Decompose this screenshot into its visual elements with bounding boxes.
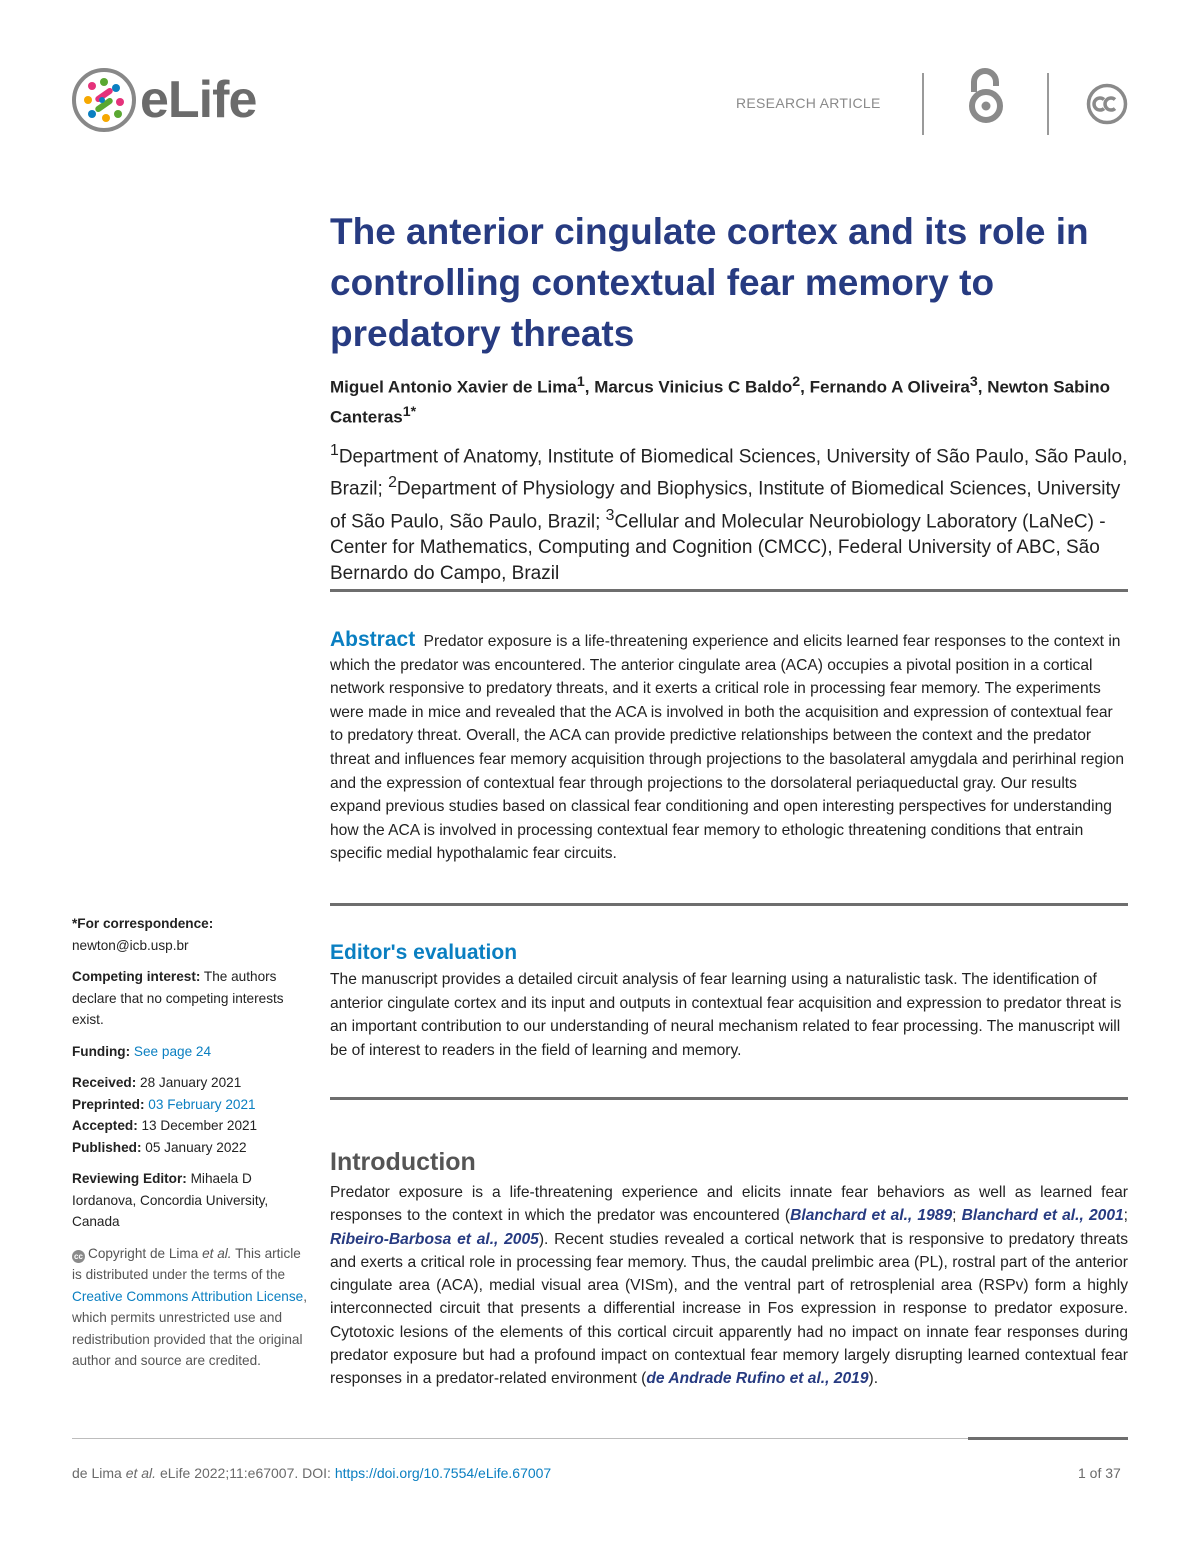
author-list: Miguel Antonio Xavier de Lima$^1$, Marcus Vinicius C Baldo$^2$, Fernando A Oliveira$^3$, Newton Sabino Canteras$^{1*}$ — [330, 374, 1110, 427]
section-divider — [330, 903, 1128, 906]
accepted-label: Accepted: — [72, 1118, 138, 1133]
published-label: Published: — [72, 1139, 142, 1155]
abstract-heading: Abstract — [330, 628, 416, 651]
affiliation-text: Cellular and Molecular Neurobiology Laboratory (LaNeC) - Center for Mathematics, Computing and Cognition (CMCC), Federal University of ABC, São Bernardo do Campo, Brazil — [330, 510, 1106, 584]
section-divider — [330, 1097, 1128, 1100]
reviewing-editor-label: Reviewing Editor: — [72, 1171, 187, 1186]
abstract — [330, 628, 1130, 866]
received-label: Received: — [72, 1075, 137, 1090]
intro-text-segment: ). Recent studies revealed a cortical network that is responsive to predatory threats and exerts a critical role in processing fear memory. Thus, the caudal prelimbic area (PL), rostral part of the anterior cingulate area (ACA), medial visual area (VISm), and the ventral part of retrosplenial area (RSPv) form a highly interconnected circuit that presents a differential increase in Fos expression in response to predator exposure. Cytotoxic lesions of the elements of this cortical circuit apparently had no impact on innate fear responses during predator exposure but had a profound impact on contextual fear memory largely disrupting learned contextual fear responses in a predator-related environment ( — [330, 1230, 1128, 1388]
editors-evaluation-heading: Editor's evaluation — [330, 941, 518, 964]
funding-info — [72, 1041, 312, 1063]
header-divider — [922, 73, 924, 135]
article-type-label: RESEARCH ARTICLE — [736, 95, 881, 111]
citation-link[interactable]: Blanchard et al., 1989 — [790, 1207, 953, 1225]
intro-text-segment: ). — [868, 1370, 879, 1388]
correspondence-email-link[interactable]: newton@icb.usp.br — [72, 937, 189, 953]
introduction-heading: Introduction — [330, 1148, 476, 1176]
footer-divider-accent — [968, 1437, 1128, 1440]
affiliation-text: Department of Anatomy, Institute of Biomedical Sciences, University of São Paulo, São Paulo, Brazil; — [330, 446, 1128, 500]
footer-journal: eLife 2022;11:e67007. DOI: — [156, 1465, 335, 1481]
citation-link[interactable]: de Andrade Rufino et al., 2019 — [646, 1370, 869, 1388]
competing-interest-info — [72, 966, 312, 1031]
reviewing-editor-text: Mihaela D Iordanova, Concordia University, Canada — [72, 1171, 269, 1229]
affiliation-number: 1 — [402, 403, 411, 420]
creative-commons-icon: cc — [72, 1250, 85, 1263]
correspondence-info — [72, 913, 312, 956]
citation-separator: ; — [952, 1207, 962, 1225]
doi-link[interactable]: https://doi.org/10.7554/eLife.67007 — [334, 1465, 552, 1481]
affiliation-number: 1 — [576, 374, 585, 390]
citation-link[interactable]: Blanchard et al., 2001 — [961, 1207, 1124, 1225]
affiliation-number: 3 — [605, 506, 615, 524]
accepted-date: 13 December 2021 — [141, 1118, 258, 1133]
header-divider — [1047, 73, 1049, 135]
citation-separator: ; — [1123, 1207, 1129, 1225]
elife-logo-icon — [72, 68, 136, 132]
affiliation-number: 2 — [388, 474, 397, 492]
author-name[interactable]: Marcus Vinicius C Baldo — [594, 377, 793, 397]
copyright-text: Copyright de Lima — [88, 1245, 203, 1261]
reviewing-editor-info — [72, 1168, 312, 1233]
abstract-text: Predator exposure is a life-threatening experience and elicits learned fear responses to the context in which the predator was encountered. The anterior cingulate area (ACA) occupies a pivotal position in a cortical network responsive to predatory threats, and it exerts a critical role in processing fear memory. The experiments were made in mice and revealed that the ACA is involved in both the acquisition and expression of contextual fear to predatory threat. Overall, the ACA can provide predictive relationships between the context and the predator threat and influences fear memory acquisition through projections to the basolateral amygdala and perirhinal region and the expression of contextual fear through projections to the dorsolateral periaqueductal gray. Our results expand previous studies based on classical fear conditioning and open interesting perspectives for understanding how the ACA is involved in processing contextual fear memory to ethologic threatening conditions that entrain specific medial hypothalamic fear circuits. — [330, 633, 1125, 863]
footer-author: de Lima — [72, 1465, 126, 1481]
footer-etal: et al. — [125, 1465, 157, 1481]
footer-citation — [72, 1465, 551, 1481]
preprinted-label: Preprinted: — [72, 1096, 145, 1112]
copyright-info — [72, 1243, 312, 1372]
correspondence-label: *For correspondence: — [72, 916, 214, 931]
competing-interest-label: Competing interest: — [72, 969, 201, 984]
introduction-paragraph — [330, 1181, 1128, 1391]
article-title: The anterior cingulate cortex and its role in controlling contextual fear memory to predatory threats — [330, 211, 1089, 354]
author-name[interactable]: Fernando A Oliveira — [809, 377, 970, 397]
corresponding-author-mark: * — [410, 403, 417, 420]
intro-text-segment: Predator exposure is a life-threatening experience and elicits innate fear behaviors as well as learned fear responses to the context in which the predator was encountered ( — [330, 1184, 1128, 1225]
dates-info — [72, 1072, 312, 1158]
elife-logo-text: eLife — [140, 71, 257, 129]
elife-logo[interactable] — [72, 68, 256, 132]
published-date: 05 January 2022 — [145, 1139, 247, 1155]
open-access-icon — [962, 66, 1010, 126]
affiliation-text: Department of Physiology and Biophysics, Institute of Biomedical Sciences, University of São Paulo, São Paulo, Brazil; — [330, 478, 1121, 532]
affiliation-number: 1 — [330, 442, 339, 459]
funding-link[interactable]: See page 24 — [133, 1043, 212, 1059]
received-date: 28 January 2021 — [140, 1075, 242, 1090]
copyright-etal: et al. — [202, 1245, 232, 1261]
editors-evaluation-text: The manuscript provides a detailed circuit analysis of fear learning using a naturalistic task. The identification of anterior cingulate cortex and its input and outputs in contextual fear acquisition and expression to predator threat is an important contribution to our understanding of neural mechanism related to fear processing. The manuscript will be of interest to readers in the field of learning and memory. — [330, 971, 1122, 1059]
copyright-text: , which permits unrestricted use and redistribution provided that the original author and source are credited. — [72, 1288, 307, 1368]
preprinted-date-link[interactable]: 03 February 2021 — [148, 1096, 256, 1112]
affiliation-number: 2 — [792, 374, 801, 390]
license-link[interactable]: Creative Commons Attribution License — [72, 1288, 304, 1304]
competing-interest-text: The authors declare that no competing interests exist. — [72, 969, 284, 1027]
creative-commons-icon — [1086, 83, 1128, 125]
copyright-text: This article is distributed under the terms of the — [72, 1245, 301, 1282]
citation-link[interactable]: Ribeiro-Barbosa et al., 2005 — [330, 1230, 539, 1248]
article-sidebar — [72, 913, 312, 1382]
affiliations — [330, 438, 1130, 587]
page-number: 1 of 37 — [1078, 1465, 1121, 1481]
funding-label: Funding: — [72, 1043, 131, 1059]
author-name[interactable]: Newton Sabino Canteras — [330, 377, 1110, 427]
affiliation-number: 3 — [969, 374, 978, 390]
author-name[interactable]: Miguel Antonio Xavier de Lima — [330, 377, 577, 397]
section-divider — [330, 589, 1128, 592]
